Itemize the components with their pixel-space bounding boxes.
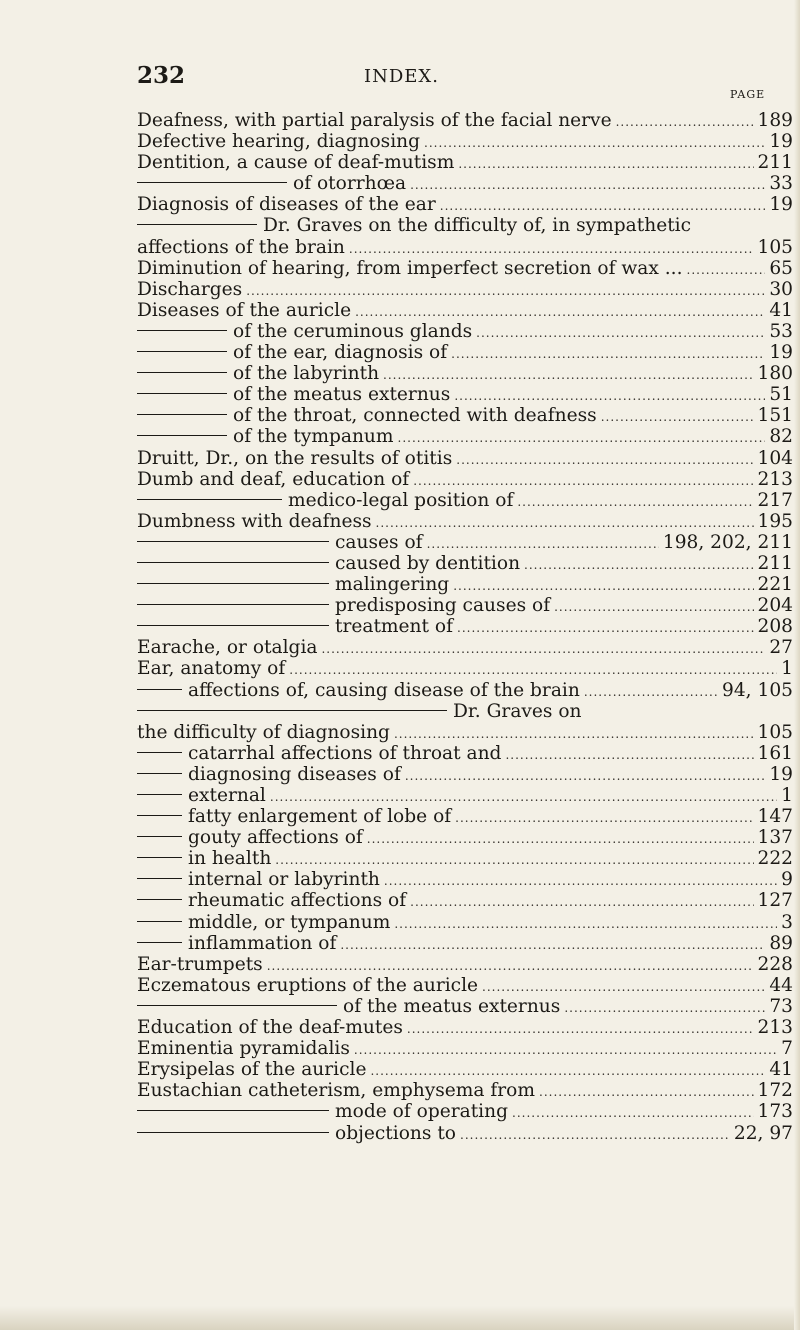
index-entry [137,680,793,701]
index-entry [137,300,793,321]
leader-dots [476,326,765,340]
entry-text: Dentition, a cause of deaf-mutism [137,152,455,174]
leader-dots [383,368,753,382]
ditto-dash [137,752,182,753]
leader-dots [458,157,753,171]
leader-dots [321,642,765,656]
leader-dots [349,242,754,256]
index-entry [137,448,793,469]
entry-page: 189 [757,110,793,131]
index-entry [137,574,793,595]
entry-text: of the ceruminous glands [233,320,473,342]
entry-text: caused by dentition [335,552,521,574]
entry-page: 161 [757,742,793,764]
ditto-dash [137,836,182,837]
entry-text: external [188,785,266,806]
index-entry [137,426,793,447]
entry-page: 204 [757,595,793,617]
entry-page: 19 [769,342,793,364]
leader-dots [405,769,765,783]
index-entry [137,954,793,975]
entry-page: 1 [781,658,793,680]
entry-page: 94, 105 [722,679,793,701]
entry-page: 7 [781,1038,793,1060]
entry-page: 222 [757,848,793,870]
index-entry [137,806,793,827]
leader-dots [289,663,777,677]
ditto-dash [137,583,329,584]
entry-page: 213 [757,468,793,490]
entry-text: of the throat, connected with deafness [233,405,597,427]
ditto-dash [137,815,182,816]
entry-page: 65 [769,257,793,279]
leader-dots [616,115,754,129]
index-entry [137,194,793,215]
ditto-dash [137,689,182,690]
entry-page: 41 [769,299,793,321]
running-title: INDEX. [364,66,439,87]
entry-text: causes of [335,531,423,553]
entry-page: 228 [757,953,793,975]
ditto-dash [137,899,182,900]
entry-text: malingering [335,574,450,596]
index-entry [137,258,793,279]
leader-dots [267,959,754,973]
entry-text: Dumbness with deafness [137,510,372,532]
entry-text: Dumb and deaf, education of [137,468,410,490]
leader-dots [564,1001,765,1015]
entry-text: internal or labyrinth [188,869,380,891]
page-right-edge [794,0,800,1330]
entry-text: of otorrhœa [293,173,407,195]
ditto-dash [137,1110,329,1111]
leader-dots [275,853,753,867]
leader-dots [524,558,753,572]
ditto-dash [137,921,182,922]
index-entry [137,384,793,405]
entry-page: 105 [757,721,793,743]
ditto-dash [137,604,329,605]
leader-dots [554,600,753,614]
ditto-dash [137,1132,329,1133]
ditto-dash [137,499,282,500]
entry-page: 73 [769,995,793,1017]
index-entry [137,595,793,616]
index-entry [137,975,793,996]
entry-text: of the tympanum [233,426,394,448]
leader-dots [410,895,753,909]
entry-text: Defective hearing, diagnosing [137,131,421,153]
ditto-dash [137,414,227,415]
entry-page: 127 [757,890,793,912]
index-entry [137,279,793,300]
ditto-dash [137,857,182,858]
entry-text: Ear-trumpets [137,953,263,975]
entry-text: of the meatus externus [343,995,561,1017]
entry-page: 41 [769,1059,793,1081]
entry-text: the difficulty of diagnosing [137,721,390,743]
entry-text: middle, or tympanum [188,911,391,933]
ditto-dash [137,942,182,943]
index-entry [137,1059,793,1080]
index-entry [137,848,793,869]
index-entry [137,1017,793,1038]
leader-dots [460,1128,730,1142]
entry-text: mode of operating [335,1101,508,1123]
index-entry [137,1123,793,1144]
leader-dots [376,516,754,530]
index-entry [137,743,793,764]
index-entry [137,553,793,574]
leader-dots [270,790,777,804]
leader-dots [340,938,765,952]
ditto-dash [137,224,257,225]
entry-page: 137 [757,827,793,849]
entry-text: affections of the brain [137,236,345,258]
leader-dots [505,748,753,762]
index-entry [137,764,793,785]
index-entry [137,131,793,152]
page-header [137,48,787,88]
index-entry [137,637,793,658]
leader-dots [539,1085,754,1099]
leader-dots [512,1106,754,1120]
index-entry [137,890,793,911]
page-number: 232 [137,62,186,89]
entry-page: 19 [769,131,793,153]
page-bottom-edge [0,1306,800,1330]
index-entry [137,511,793,532]
index-entry [137,363,793,384]
index-entry [137,933,793,954]
index-entry [137,722,793,743]
leader-dots [410,178,765,192]
entry-text: Discharges [137,278,243,300]
entry-text: objections to [335,1122,456,1144]
ditto-dash [137,182,287,183]
index-entry [137,912,793,933]
ditto-dash [137,794,182,795]
entry-text: Diagnosis of diseases of the ear [137,194,436,216]
ditto-dash [137,710,447,711]
ditto-dash [137,1005,337,1006]
entry-page: 147 [757,806,793,828]
entry-page: 53 [769,320,793,342]
index-entry [137,996,793,1017]
entry-page: 22, 97 [733,1122,793,1144]
index-entry [137,1080,793,1101]
ditto-dash [137,878,182,879]
ditto-dash [137,625,329,626]
entry-text: Ear, anatomy of [137,658,286,680]
index-entry [137,1101,793,1122]
leader-dots [424,136,765,150]
entry-text: Education of the deaf-mutes [137,1017,403,1039]
leader-dots [687,263,766,277]
leader-dots [413,474,753,488]
entry-text: medico-legal position of [288,489,514,511]
entry-page: 89 [769,932,793,954]
ditto-dash [137,562,329,563]
entry-text: Erysipelas of the auricle [137,1059,367,1081]
leader-dots [453,579,753,593]
entry-page: 19 [769,194,793,216]
leader-dots [601,410,754,424]
entry-text: rheumatic affections of [188,890,407,912]
index-entry [137,532,793,553]
ditto-dash [137,372,227,373]
leader-dots [394,917,777,931]
entry-page: 27 [769,637,793,659]
index-entry [137,469,793,490]
index-entry [137,701,793,722]
leader-dots [451,347,765,361]
entry-page: 3 [781,911,793,933]
leader-dots [482,980,765,994]
entry-page: 198, 202, 211 [662,531,793,553]
leader-dots [455,811,753,825]
leader-dots [456,453,753,467]
leader-dots [457,621,754,635]
entry-page: 180 [757,363,793,385]
entry-text: in health [188,848,272,870]
index-entry [137,1038,793,1059]
ditto-dash [137,435,227,436]
entry-page: 105 [757,236,793,258]
entry-text: Diseases of the auricle [137,299,352,321]
leader-dots [384,874,777,888]
entry-text: Deafness, with partial paralysis of the facial nerve [137,110,612,131]
ditto-dash [137,773,182,774]
entry-page: 217 [757,489,793,511]
entry-text: inflammation of [188,932,337,954]
entry-text: Dr. Graves on the difficulty of, in sympathetic [263,215,692,237]
index-entry [137,658,793,679]
entry-text: Earache, or otalgia [137,637,318,659]
entry-page: 211 [757,552,793,574]
entry-page: 104 [757,447,793,469]
entry-page: 9 [781,869,793,891]
leader-dots [367,832,754,846]
index-entries [137,110,793,1144]
leader-dots [427,537,659,551]
index-entry [137,490,793,511]
entry-page: 208 [757,616,793,638]
leader-dots [246,284,765,298]
leader-dots [440,199,766,213]
leader-dots [407,1022,754,1036]
index-entry [137,785,793,806]
entry-text: Dr. Graves on [453,700,582,722]
index-entry [137,869,793,890]
leader-dots [584,685,718,699]
entry-text: diagnosing diseases of [188,763,401,785]
leader-dots [517,495,753,509]
ditto-dash [137,393,227,394]
entry-text: affections of, causing disease of the brain [188,679,580,701]
entry-page: 30 [769,278,793,300]
entry-page: 1 [781,785,793,806]
entry-page: 195 [757,510,793,532]
entry-text: Eczematous eruptions of the auricle [137,974,479,996]
entry-page: 19 [769,763,793,785]
ditto-dash [137,351,227,352]
entry-page: 44 [769,974,793,996]
entry-page: 173 [757,1101,793,1123]
index-entry [137,616,793,637]
entry-text: fatty enlargement of lobe of [188,806,452,828]
index-entry [137,321,793,342]
entry-page: 211 [757,152,793,174]
entry-text: Eustachian catheterism, emphysema from [137,1080,535,1102]
leader-dots [355,305,765,319]
index-entry [137,152,793,173]
page-column-label: PAGE [730,88,766,101]
index-entry [137,827,793,848]
entry-page: 51 [769,384,793,406]
entry-text: gouty affections of [188,827,363,849]
index-entry [137,237,793,258]
index-entry [137,405,793,426]
index-entry [137,173,793,194]
entry-page: 82 [769,426,793,448]
entry-text: of the labyrinth [233,363,380,385]
entry-text: of the meatus externus [233,384,451,406]
entry-text: predisposing causes of [335,595,551,617]
leader-dots [370,1064,765,1078]
entry-text: Druitt, Dr., on the results of otitis [137,447,453,469]
entry-text: catarrhal affections of throat and [188,742,502,764]
entry-page: 221 [757,574,793,596]
entry-text: Diminution of hearing, from imperfect secretion of wax ... [137,257,683,279]
ditto-dash [137,330,227,331]
entry-page: 151 [757,405,793,427]
leader-dots [398,431,766,445]
leader-dots [394,727,754,741]
leader-dots [454,389,765,403]
leader-dots [354,1043,777,1057]
entry-page: 213 [757,1017,793,1039]
entry-text: Eminentia pyramidalis [137,1038,350,1060]
entry-page: 172 [757,1080,793,1102]
entry-text: of the ear, diagnosis of [233,342,448,364]
index-entry [137,110,793,131]
index-entry [137,342,793,363]
entry-page: 33 [769,173,793,195]
index-entry [137,215,793,236]
entry-text: treatment of [335,616,453,638]
ditto-dash [137,541,329,542]
